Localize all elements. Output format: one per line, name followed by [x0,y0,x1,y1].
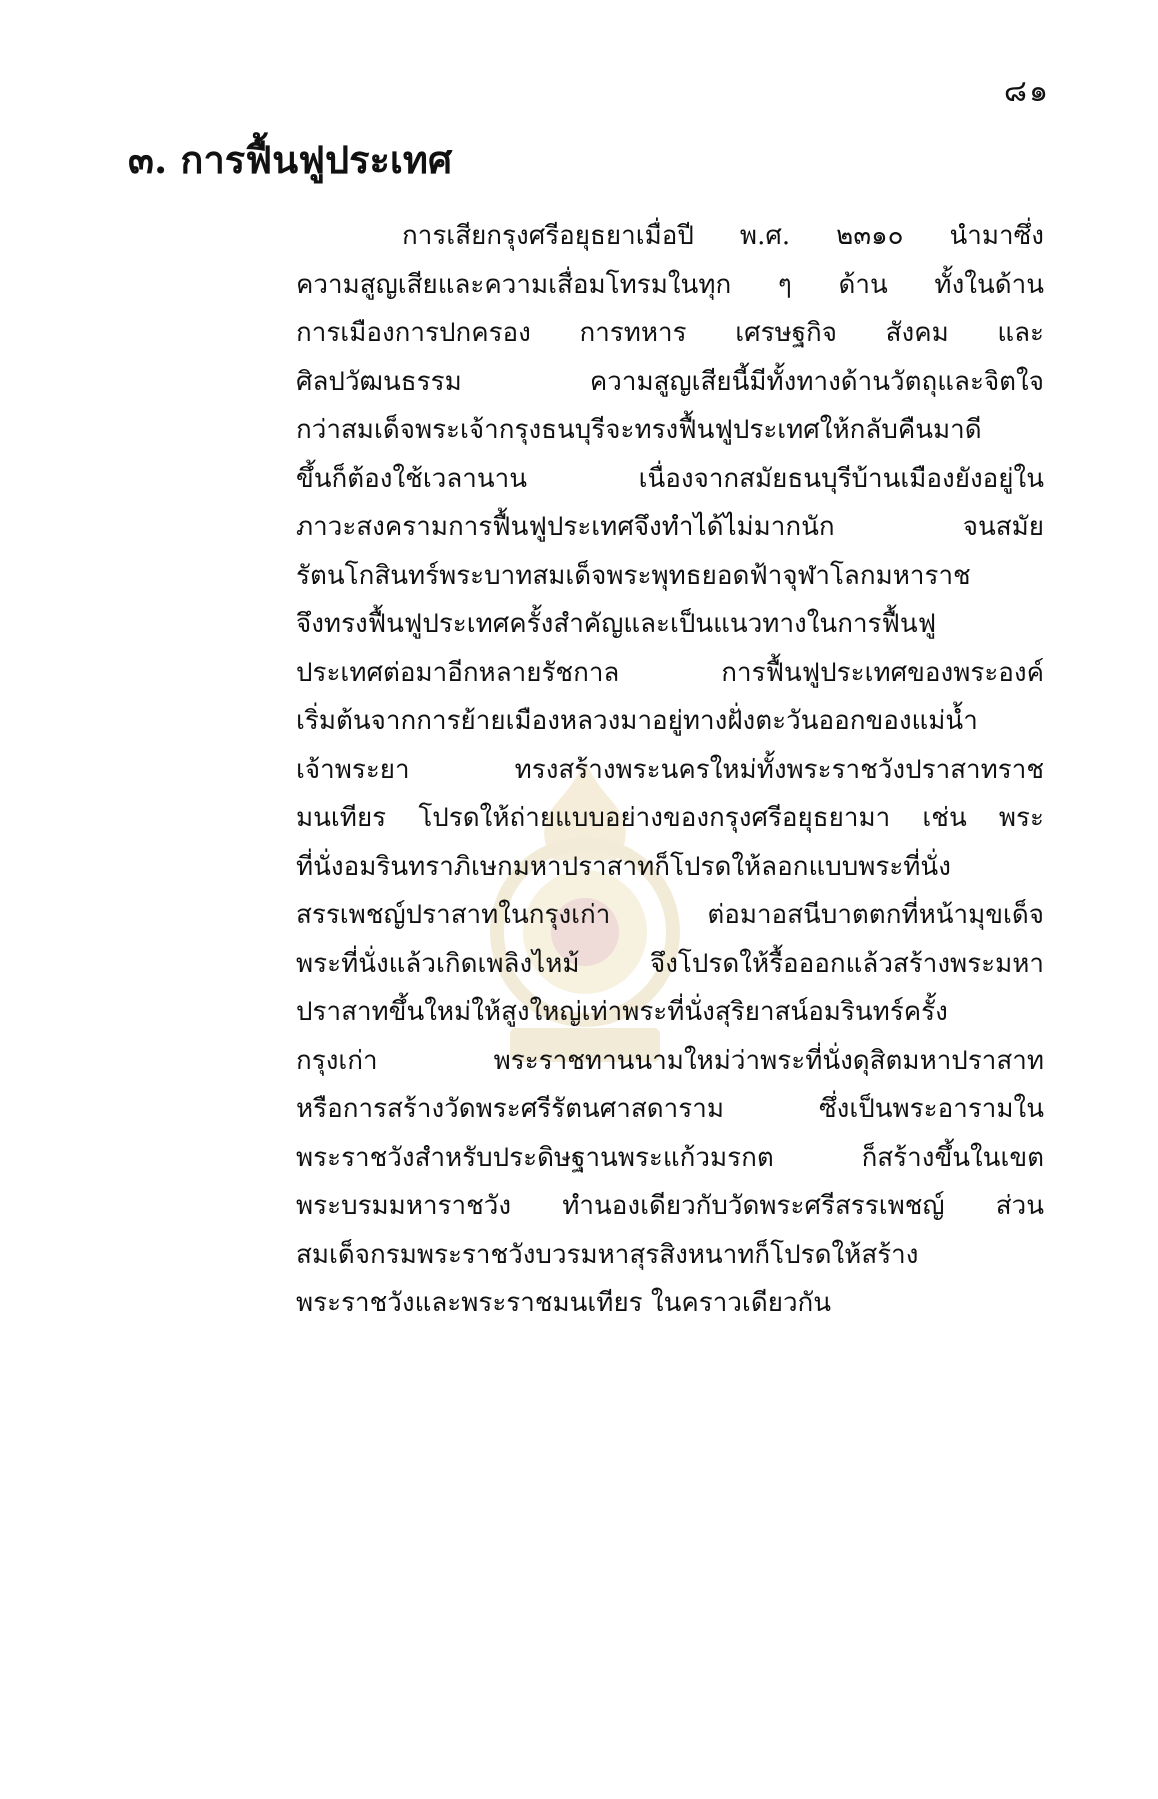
paragraph-line: กว่าสมเด็จพระเจ้ากรุงธนบุรีจะทรงฟื้นฟูประเทศให้กลับคืนมาดี [296,415,982,445]
paragraph-line: หรือการสร้างวัดพระศรีรัตนศาสดาราม ซึ่งเป็นพระอารามใน [296,1094,1044,1124]
paragraph-line: เริ่มต้นจากการย้ายเมืองหลวงมาอยู่ทางฝั่งตะวันออกของแม่น้ำ [296,706,978,736]
paragraph-line: เจ้าพระยา ทรงสร้างพระนครใหม่ทั้งพระราชวังปราสาทราช [296,754,1044,785]
paragraph-line: พระที่นั่งแล้วเกิดเพลิงไหม้ จึงโปรดให้รื้อออกแล้วสร้างพระมหา [296,948,1044,979]
paragraph-line: สรรเพชญ์ปราสาทในกรุงเก่า ต่อมาอสนีบาตตกที่หน้ามุขเด็จ [296,900,1044,930]
paragraph-line: ที่นั่งอมรินทราภิเษกมหาปราสาทก็โปรดให้ลอกแบบพระที่นั่ง [296,851,951,882]
paragraph-line: มนเทียร โปรดให้ถ่ายแบบอย่างของกรุงศรีอยุธยามา เช่น พระ [296,803,1044,833]
page-number: ๘๑ [1003,74,1050,109]
paragraph-line: ประเทศต่อมาอีกหลายรัชกาล การฟื้นฟูประเทศของพระองค์ [296,657,1044,688]
paragraph-line: รัตนโกสินทร์พระบาทสมเด็จพระพุทธยอดฟ้าจุฬาโลกมหาราช [296,560,971,591]
section-heading: ๓. การฟื้นฟูประเทศ [128,137,453,182]
paragraph-line: ปราสาทขึ้นใหม่ให้สูงใหญ่เท่าพระที่นั่งสุริยาสน์อมรินทร์ครั้ง [296,997,948,1027]
paragraph-line: การเมืองการปกครอง การทหาร เศรษฐกิจ สังคม และ [296,318,1044,348]
paragraph-line: ความสูญเสียและความเสื่อมโทรมในทุก ๆ ด้าน ทั้งในด้าน [296,269,1044,300]
paragraph-line: กรุงเก่า พระราชทานนามใหม่ว่าพระที่นั่งดุสิตมหาปราสาท [296,1045,1044,1076]
paragraph-line: ศิลปวัฒนธรรม ความสูญเสียนี้มีทั้งทางด้านวัตถุและจิตใจ [296,366,1044,397]
paragraph-line: ขึ้นก็ต้องใช้เวลานาน เนื่องจากสมัยธนบุรีบ้านเมืองยังอยู่ใน [296,463,1044,494]
paragraph-line: พระราชวังสำหรับประดิษฐานพระแก้วมรกต ก็สร้างขึ้นในเขต [296,1142,1044,1173]
paragraph-line: พระราชวังและพระราชมนเทียร ในคราวเดียวกัน [296,1288,832,1318]
paragraph-line: การเสียกรุงศรีอยุธยาเมื่อปี พ.ศ. ๒๓๑๐ นำมาซึ่ง [402,221,1044,251]
paragraph-line: พระบรมมหาราชวัง ทำนองเดียวกับวัดพระศรีสรรเพชญ์ ส่วน [296,1191,1044,1221]
paragraph-line: สมเด็จกรมพระราชวังบวรมหาสุรสิงหนาทก็โปรดให้สร้าง [296,1239,919,1270]
paragraph-line: ภาวะสงครามการฟื้นฟูประเทศจึงทำได้ไม่มากนัก จนสมัย [296,512,1044,542]
body-paragraph [296,212,1044,1328]
paragraph-line: จึงทรงฟื้นฟูประเทศครั้งสำคัญและเป็นแนวทางในการฟื้นฟู [296,609,937,639]
